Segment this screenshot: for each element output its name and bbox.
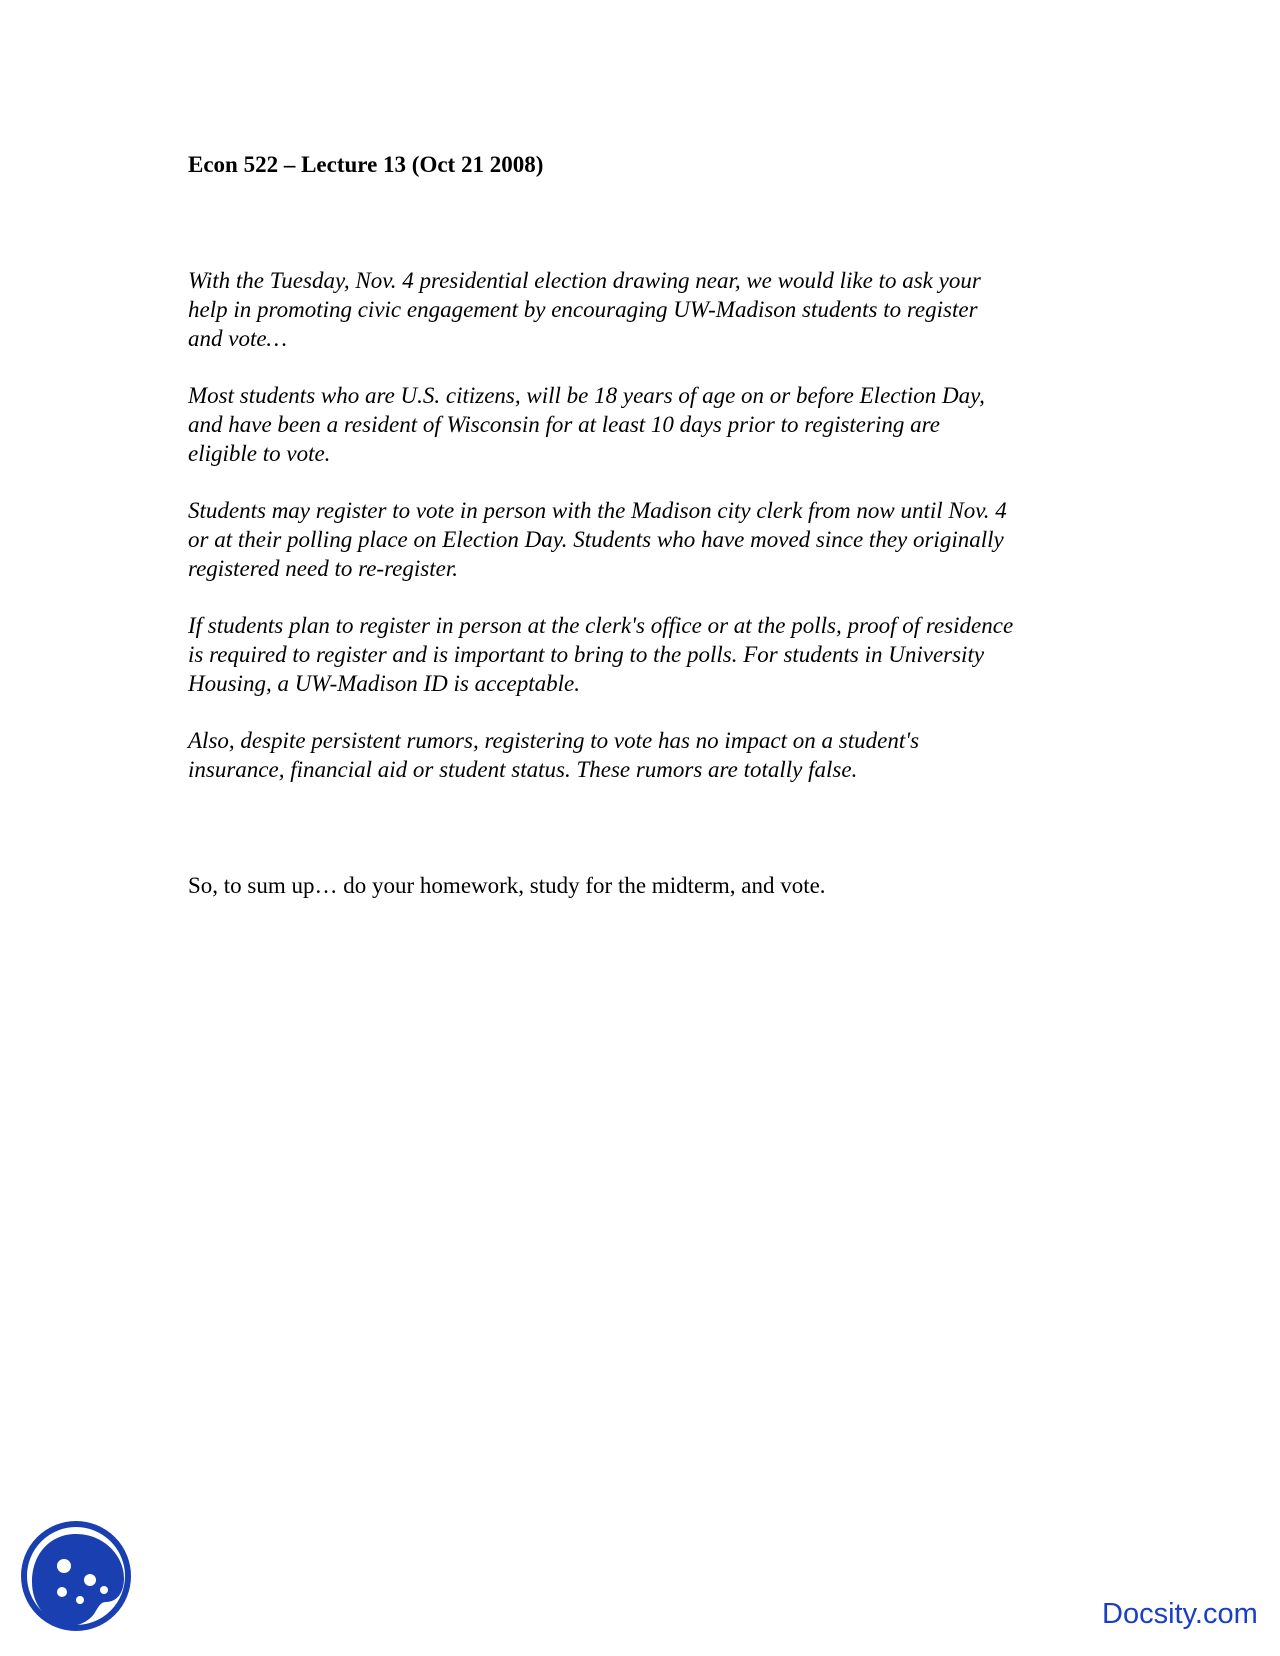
paragraph-line: or at their polling place on Election Day. Students who have moved since they originally <box>188 527 1004 552</box>
paragraph-line: and vote… <box>188 326 288 351</box>
paragraph-line: is required to register and is important to bring to the polls. For students in University <box>188 642 985 667</box>
paragraph-line: If students plan to register in person at the clerk's office or at the polls, proof of residence <box>188 613 1014 638</box>
docsity-brand-link[interactable]: Docsity.com <box>1102 1598 1258 1630</box>
paragraph-line: With the Tuesday, Nov. 4 presidential election drawing near, we would like to ask your <box>188 268 981 293</box>
paragraph-line: Housing, a UW-Madison ID is acceptable. <box>188 671 580 696</box>
paragraph-line: insurance, financial aid or student status. These rumors are totally false. <box>188 757 858 782</box>
docsity-logo-icon[interactable] <box>20 1520 132 1632</box>
paragraph-registration <box>188 496 1007 583</box>
paragraph-line: registered need to re-register. <box>188 556 458 581</box>
paragraph-proof-of-residence <box>188 611 1013 698</box>
summary-text: So, to sum up… do your homework, study for the midterm, and vote. <box>188 873 826 898</box>
paragraph-eligibility <box>188 381 985 468</box>
paragraph-line: help in promoting civic engagement by encouraging UW-Madison students to register <box>188 297 978 322</box>
paragraph-line: and have been a resident of Wisconsin for at least 10 days prior to registering are <box>188 412 940 437</box>
paragraph-election-request <box>188 266 981 353</box>
document-title: Econ 522 – Lecture 13 (Oct 21 2008) <box>188 152 544 177</box>
paragraph-line: eligible to vote. <box>188 441 331 466</box>
paragraph-line: Also, despite persistent rumors, registering to vote has no impact on a student's <box>188 728 920 753</box>
paragraph-line: Most students who are U.S. citizens, will be 18 years of age on or before Election Day, <box>188 383 985 408</box>
paragraph-line: Students may register to vote in person with the Madison city clerk from now until Nov. 4 <box>188 498 1007 523</box>
paragraph-rumors <box>188 726 919 784</box>
